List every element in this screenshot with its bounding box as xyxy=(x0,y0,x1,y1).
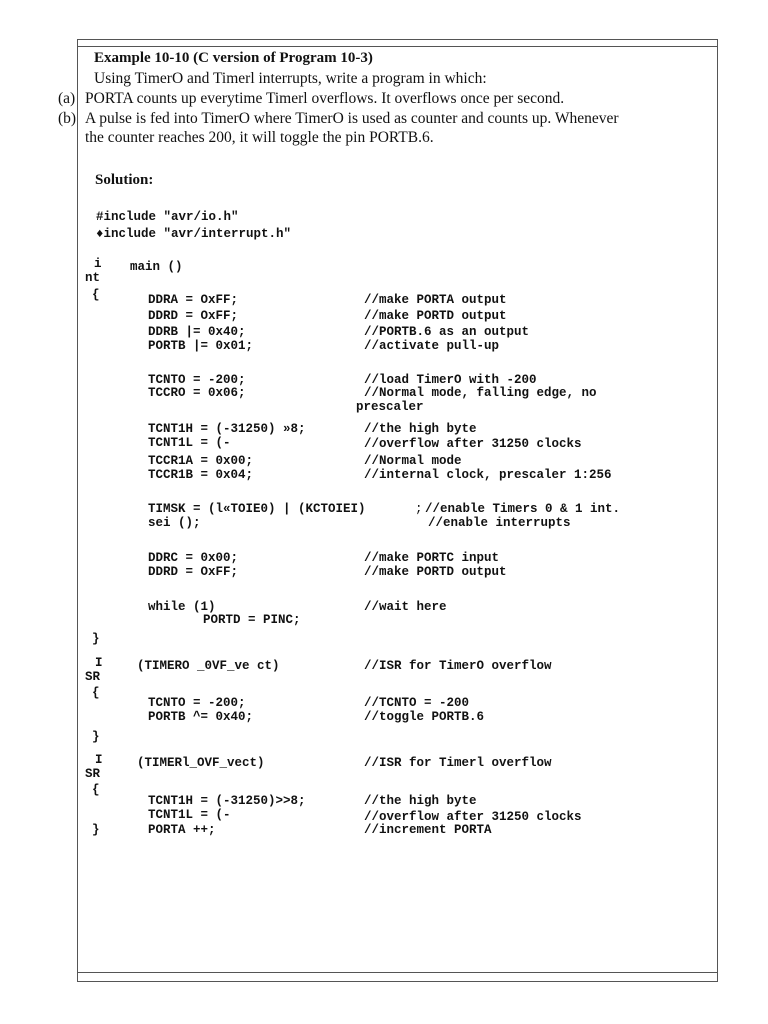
code-brace-open: { xyxy=(92,686,100,700)
code-comment: //enable Timers 0 & 1 int. xyxy=(425,502,621,516)
example-title: Example 10-10 (C version of Program 10-3) xyxy=(94,50,373,66)
code-comment: //overflow after 31250 clocks xyxy=(364,437,582,451)
code-comment: //make PORTA output xyxy=(364,293,507,307)
code-line: TCNT1H = (-31250) »8; xyxy=(148,422,306,436)
code-include-interrupt: ♦include "avr/interrupt.h" xyxy=(96,227,292,241)
code-comment: //make PORTD output xyxy=(364,565,507,579)
code-line: DDRC = 0x00; xyxy=(148,551,239,565)
code-line-while: while (1) xyxy=(148,600,216,614)
code-brace-open: { xyxy=(92,783,100,797)
code-comment: //activate pull-up xyxy=(364,339,500,353)
code-line: TCNTO = -200; xyxy=(148,696,246,710)
code-isr1-sr: SR xyxy=(85,767,101,781)
code-isr0-name: (TIMERO _0VF_ve ct) xyxy=(137,659,280,673)
code-line: TCNT1H = (-31250)>>8; xyxy=(148,794,306,808)
code-brace-close: } xyxy=(92,730,100,744)
code-comment: //the high byte xyxy=(364,794,477,808)
code-line: DDRD = OxFF; xyxy=(148,309,239,323)
code-main-nt: nt xyxy=(85,271,101,285)
code-comment: //internal clock, prescaler 1:256 xyxy=(364,468,612,482)
code-comment: //wait here xyxy=(364,600,447,614)
code-line: TCCR1A = 0x00; xyxy=(148,454,254,468)
code-brace-close: } xyxy=(92,823,100,837)
code-isr0-sr: SR xyxy=(85,670,101,684)
code-main-i: i xyxy=(94,257,102,271)
code-comment: //increment PORTA xyxy=(364,823,492,837)
code-comment: //make PORTD output xyxy=(364,309,507,323)
code-comment: //Normal mode xyxy=(364,454,462,468)
code-isr0-i: I xyxy=(95,656,103,670)
code-timsk-sep: ; xyxy=(415,502,423,516)
bottom-rule xyxy=(77,972,718,973)
code-line: TCNT1L = (- xyxy=(148,808,231,822)
code-comment: //Normal mode, falling edge, no xyxy=(364,386,597,400)
code-comment: //PORTB.6 as an output xyxy=(364,325,530,339)
code-include-io: #include "avr/io.h" xyxy=(96,210,239,224)
item-a-label: (a) xyxy=(58,90,76,107)
item-b-line1: A pulse is fed into TimerO where TimerO is used as counter and counts up. Whenever xyxy=(85,110,619,127)
code-comment: //toggle PORTB.6 xyxy=(364,710,485,724)
code-line: PORTB ^= 0x40; xyxy=(148,710,254,724)
code-isr1-name: (TIMERl_OVF_vect) xyxy=(137,756,265,770)
code-line-sei: sei (); xyxy=(148,516,201,530)
item-b-label: (b) xyxy=(58,110,77,127)
code-line: TCCRO = 0x06; xyxy=(148,386,246,400)
solution-heading: Solution: xyxy=(95,172,154,188)
code-comment: //overflow after 31250 clocks xyxy=(364,810,582,824)
item-a-text: PORTA counts up everytime Timerl overflows. It overflows once per second. xyxy=(85,90,565,107)
code-comment: //load TimerO with -200 xyxy=(364,373,537,387)
item-b-line2: the counter reaches 200, it will toggle the pin PORTB.6. xyxy=(85,129,434,146)
code-main-name: main () xyxy=(130,260,183,274)
code-line: PORTB |= 0x01; xyxy=(148,339,254,353)
code-isr1-i: I xyxy=(95,753,103,767)
intro-text: Using TimerO and Timerl interrupts, write a program in which: xyxy=(94,70,487,87)
code-line: DDRB |= 0x40; xyxy=(148,325,246,339)
code-comment: //ISR for Timerl overflow xyxy=(364,756,552,770)
code-line: PORTA ++; xyxy=(148,823,216,837)
code-line: TCNTO = -200; xyxy=(148,373,246,387)
code-line: DDRD = OxFF; xyxy=(148,565,239,579)
code-line: TCCR1B = 0x04; xyxy=(148,468,254,482)
code-line-timsk: TIMSK = (l«TOIE0) | (KCTOIEI) xyxy=(148,502,366,516)
code-comment: //enable interrupts xyxy=(428,516,571,530)
code-comment: //ISR for TimerO overflow xyxy=(364,659,552,673)
code-brace-open: { xyxy=(92,288,100,302)
code-comment: //TCNTO = -200 xyxy=(364,696,470,710)
code-comment-wrap: prescaler xyxy=(356,400,424,414)
code-brace-close: } xyxy=(92,632,100,646)
code-comment: //make PORTC input xyxy=(364,551,500,565)
code-line: DDRA = OxFF; xyxy=(148,293,239,307)
top-rule xyxy=(77,46,718,47)
code-line: TCNT1L = (- xyxy=(148,436,231,450)
code-comment: //the high byte xyxy=(364,422,477,436)
code-line-portd: PORTD = PINC; xyxy=(203,613,301,627)
